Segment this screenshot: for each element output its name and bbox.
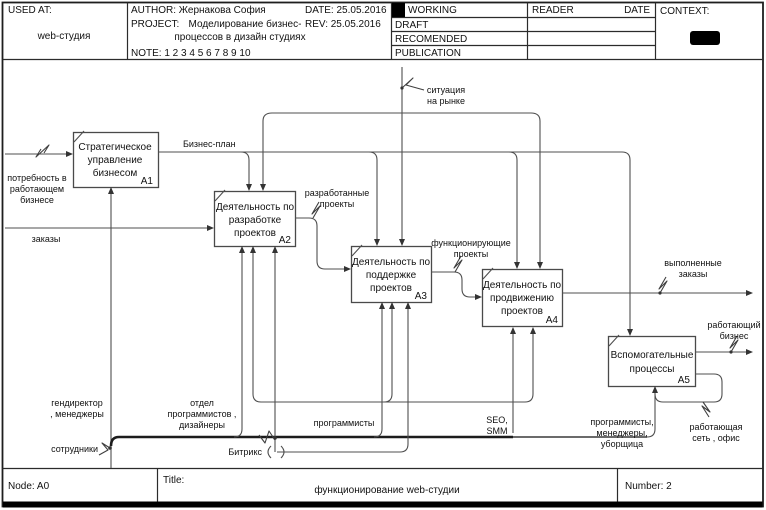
squiggle-situation — [402, 78, 424, 90]
mechanism-programmers-to-a3 — [384, 308, 392, 402]
bitrix-line-to-a3 — [277, 308, 408, 452]
ah-working-business — [746, 349, 753, 355]
label-completed-2: заказы — [678, 269, 708, 279]
title-label: Title: — [163, 475, 185, 486]
activity-box-a1[interactable] — [74, 131, 159, 188]
arrow-situation-to-a2 — [263, 113, 272, 185]
arrow-functioning-projects — [431, 272, 475, 297]
node-field: Node: A0 — [8, 481, 50, 492]
activity-boxes — [74, 131, 696, 387]
project-label: PROJECT: — [131, 19, 180, 30]
dot-employees — [108, 446, 112, 450]
label-business-plan: Бизнес-план — [183, 139, 236, 149]
a3-id: A3 — [414, 291, 427, 302]
ah-a3-input — [344, 266, 351, 272]
mechanism-seo-to-a4-line — [525, 333, 533, 402]
ah-a5-ctrl — [627, 329, 633, 336]
ah-a4-ctrl-1 — [514, 262, 520, 269]
dot-bitrix — [273, 436, 277, 440]
squiggle-employees — [99, 443, 110, 455]
activity-box-a3[interactable] — [352, 245, 432, 303]
ah-a2-ctrl-1 — [246, 184, 252, 191]
label-employees: сотрудники — [51, 444, 98, 454]
label-dev-dept-3: дизайнеры — [179, 420, 225, 430]
date-column-label: DATE — [624, 5, 650, 16]
label-seo-1: SEO, — [486, 415, 508, 425]
dot-situation — [400, 86, 403, 89]
mechanism-to-a5 — [647, 392, 655, 437]
ah-a4-mech-1 — [510, 327, 516, 334]
label-support-staff-2: менеджеры, — [596, 428, 648, 438]
a5-id: A5 — [677, 375, 690, 386]
squiggle-need — [36, 145, 49, 157]
arrow-business-plan-to-a3 — [369, 152, 377, 240]
activity-box-a4[interactable] — [483, 268, 563, 327]
footer — [8, 475, 672, 496]
ah-a2-ctrl-2 — [260, 184, 266, 191]
tunnel-paren-left — [268, 446, 271, 458]
number-field: Number: 2 — [625, 481, 672, 492]
label-need-2: работающем — [9, 184, 65, 194]
used-at-value: web-студия — [37, 31, 91, 42]
ah-a4-ctrl-2 — [537, 262, 543, 269]
label-ceo-2: , менеджеры — [50, 409, 104, 419]
diagram-title: функционирование web-студии — [314, 485, 460, 496]
a4-id: A4 — [545, 315, 558, 326]
label-programmers: программисты — [313, 418, 375, 428]
label-functioning-2: проекты — [453, 249, 489, 259]
context-thumbnail — [690, 31, 720, 45]
squiggle-working-network — [702, 402, 710, 417]
a1-id: A1 — [140, 176, 153, 187]
squiggle-completed — [659, 277, 667, 293]
project-value-line2: процессов в дизайн студиях — [174, 32, 306, 43]
arrow-developed-projects — [295, 218, 344, 269]
activity-box-a5[interactable] — [609, 335, 696, 387]
mechanism-to-a3-1 — [374, 308, 382, 437]
label-working-network-2: сеть , офис — [692, 433, 740, 443]
a2-line3: проектов — [234, 228, 276, 239]
context-label: CONTEXT: — [660, 6, 710, 17]
status-recomended: RECOMENDED — [395, 34, 468, 45]
label-need-1: потребность в — [7, 173, 67, 183]
reader-label: READER — [532, 5, 574, 16]
label-seo-2: SMM — [486, 426, 508, 436]
ah-a4-input — [475, 294, 482, 300]
label-working-business-1: работающий — [707, 320, 761, 330]
label-situation-1: ситуация — [426, 85, 466, 95]
a2-id: A2 — [278, 235, 291, 246]
status-working: WORKING — [408, 5, 457, 16]
date-field: DATE: 25.05.2016 — [305, 5, 387, 16]
label-developed-1: разработанные — [304, 188, 370, 198]
dot-completed — [658, 291, 661, 294]
author-field: AUTHOR: Жернакова София — [131, 5, 266, 16]
label-working-network-1: работающая — [689, 422, 743, 432]
dot-working-business — [729, 350, 732, 353]
ah-a2-input — [207, 225, 214, 231]
activity-box-a2[interactable] — [215, 190, 296, 247]
ah-completed-orders — [746, 290, 753, 296]
used-at-label: USED AT: — [8, 5, 52, 16]
a1-line1: Стратегическое — [78, 142, 152, 153]
status-publication: PUBLICATION — [395, 48, 461, 59]
mechanism-trunk-bold — [111, 437, 513, 446]
a1-line3: бизнесом — [92, 168, 138, 179]
arrow-business-plan-to-a2 — [241, 152, 249, 185]
a2-line1: Деятельность по — [215, 202, 295, 213]
label-need-3: бизнесе — [20, 195, 54, 205]
arrow-situation-to-a4 — [531, 113, 540, 263]
label-dev-dept-1: отдел — [190, 398, 214, 408]
label-support-staff-3: уборщица — [600, 439, 644, 449]
a2-line2: разработке — [228, 215, 282, 226]
a5-line2: процессы — [629, 364, 675, 375]
a4-line2: продвижению — [490, 293, 554, 304]
ah-a3-ctrl-2 — [399, 239, 405, 246]
ah-a1-input — [66, 151, 73, 157]
ah-a3-ctrl-1 — [374, 239, 380, 246]
a5-line1: Вспомогательные — [610, 350, 694, 361]
a4-line1: Деятельность по — [482, 280, 562, 291]
arrow-business-plan-to-a5 — [622, 152, 630, 330]
label-support-staff-1: программисты, — [590, 417, 654, 427]
a3-line1: Деятельность по — [351, 257, 431, 268]
ah-a4-mech-2 — [530, 327, 536, 334]
label-bitrix: Битрикс — [228, 447, 262, 457]
working-indicator-square — [392, 3, 405, 17]
a1-line2: управление — [87, 155, 143, 166]
bottom-border-band — [3, 502, 763, 508]
project-value-line1: Моделирование бизнес- — [188, 19, 302, 30]
label-ceo-1: гендиректор — [51, 398, 103, 408]
rev-field: REV: 25.05.2016 — [305, 19, 381, 30]
label-functioning-1: функционирующие — [431, 238, 511, 248]
a4-line3: проектов — [501, 306, 543, 317]
label-working-business-2: бизнес — [719, 331, 749, 341]
mechanism-programmers-to-a2 — [253, 252, 261, 402]
label-situation-2: на рынке — [427, 96, 465, 106]
label-orders: заказы — [31, 234, 61, 244]
status-draft: DRAFT — [395, 20, 429, 31]
label-completed-1: выполненные — [664, 258, 722, 268]
note-field: NOTE: 1 2 3 4 5 6 7 8 9 10 — [131, 48, 251, 59]
label-developed-2: проекты — [319, 199, 355, 209]
a3-line2: поддержке — [365, 270, 417, 281]
a3-line3: проектов — [370, 283, 412, 294]
label-dev-dept-2: программистов , — [167, 409, 237, 419]
